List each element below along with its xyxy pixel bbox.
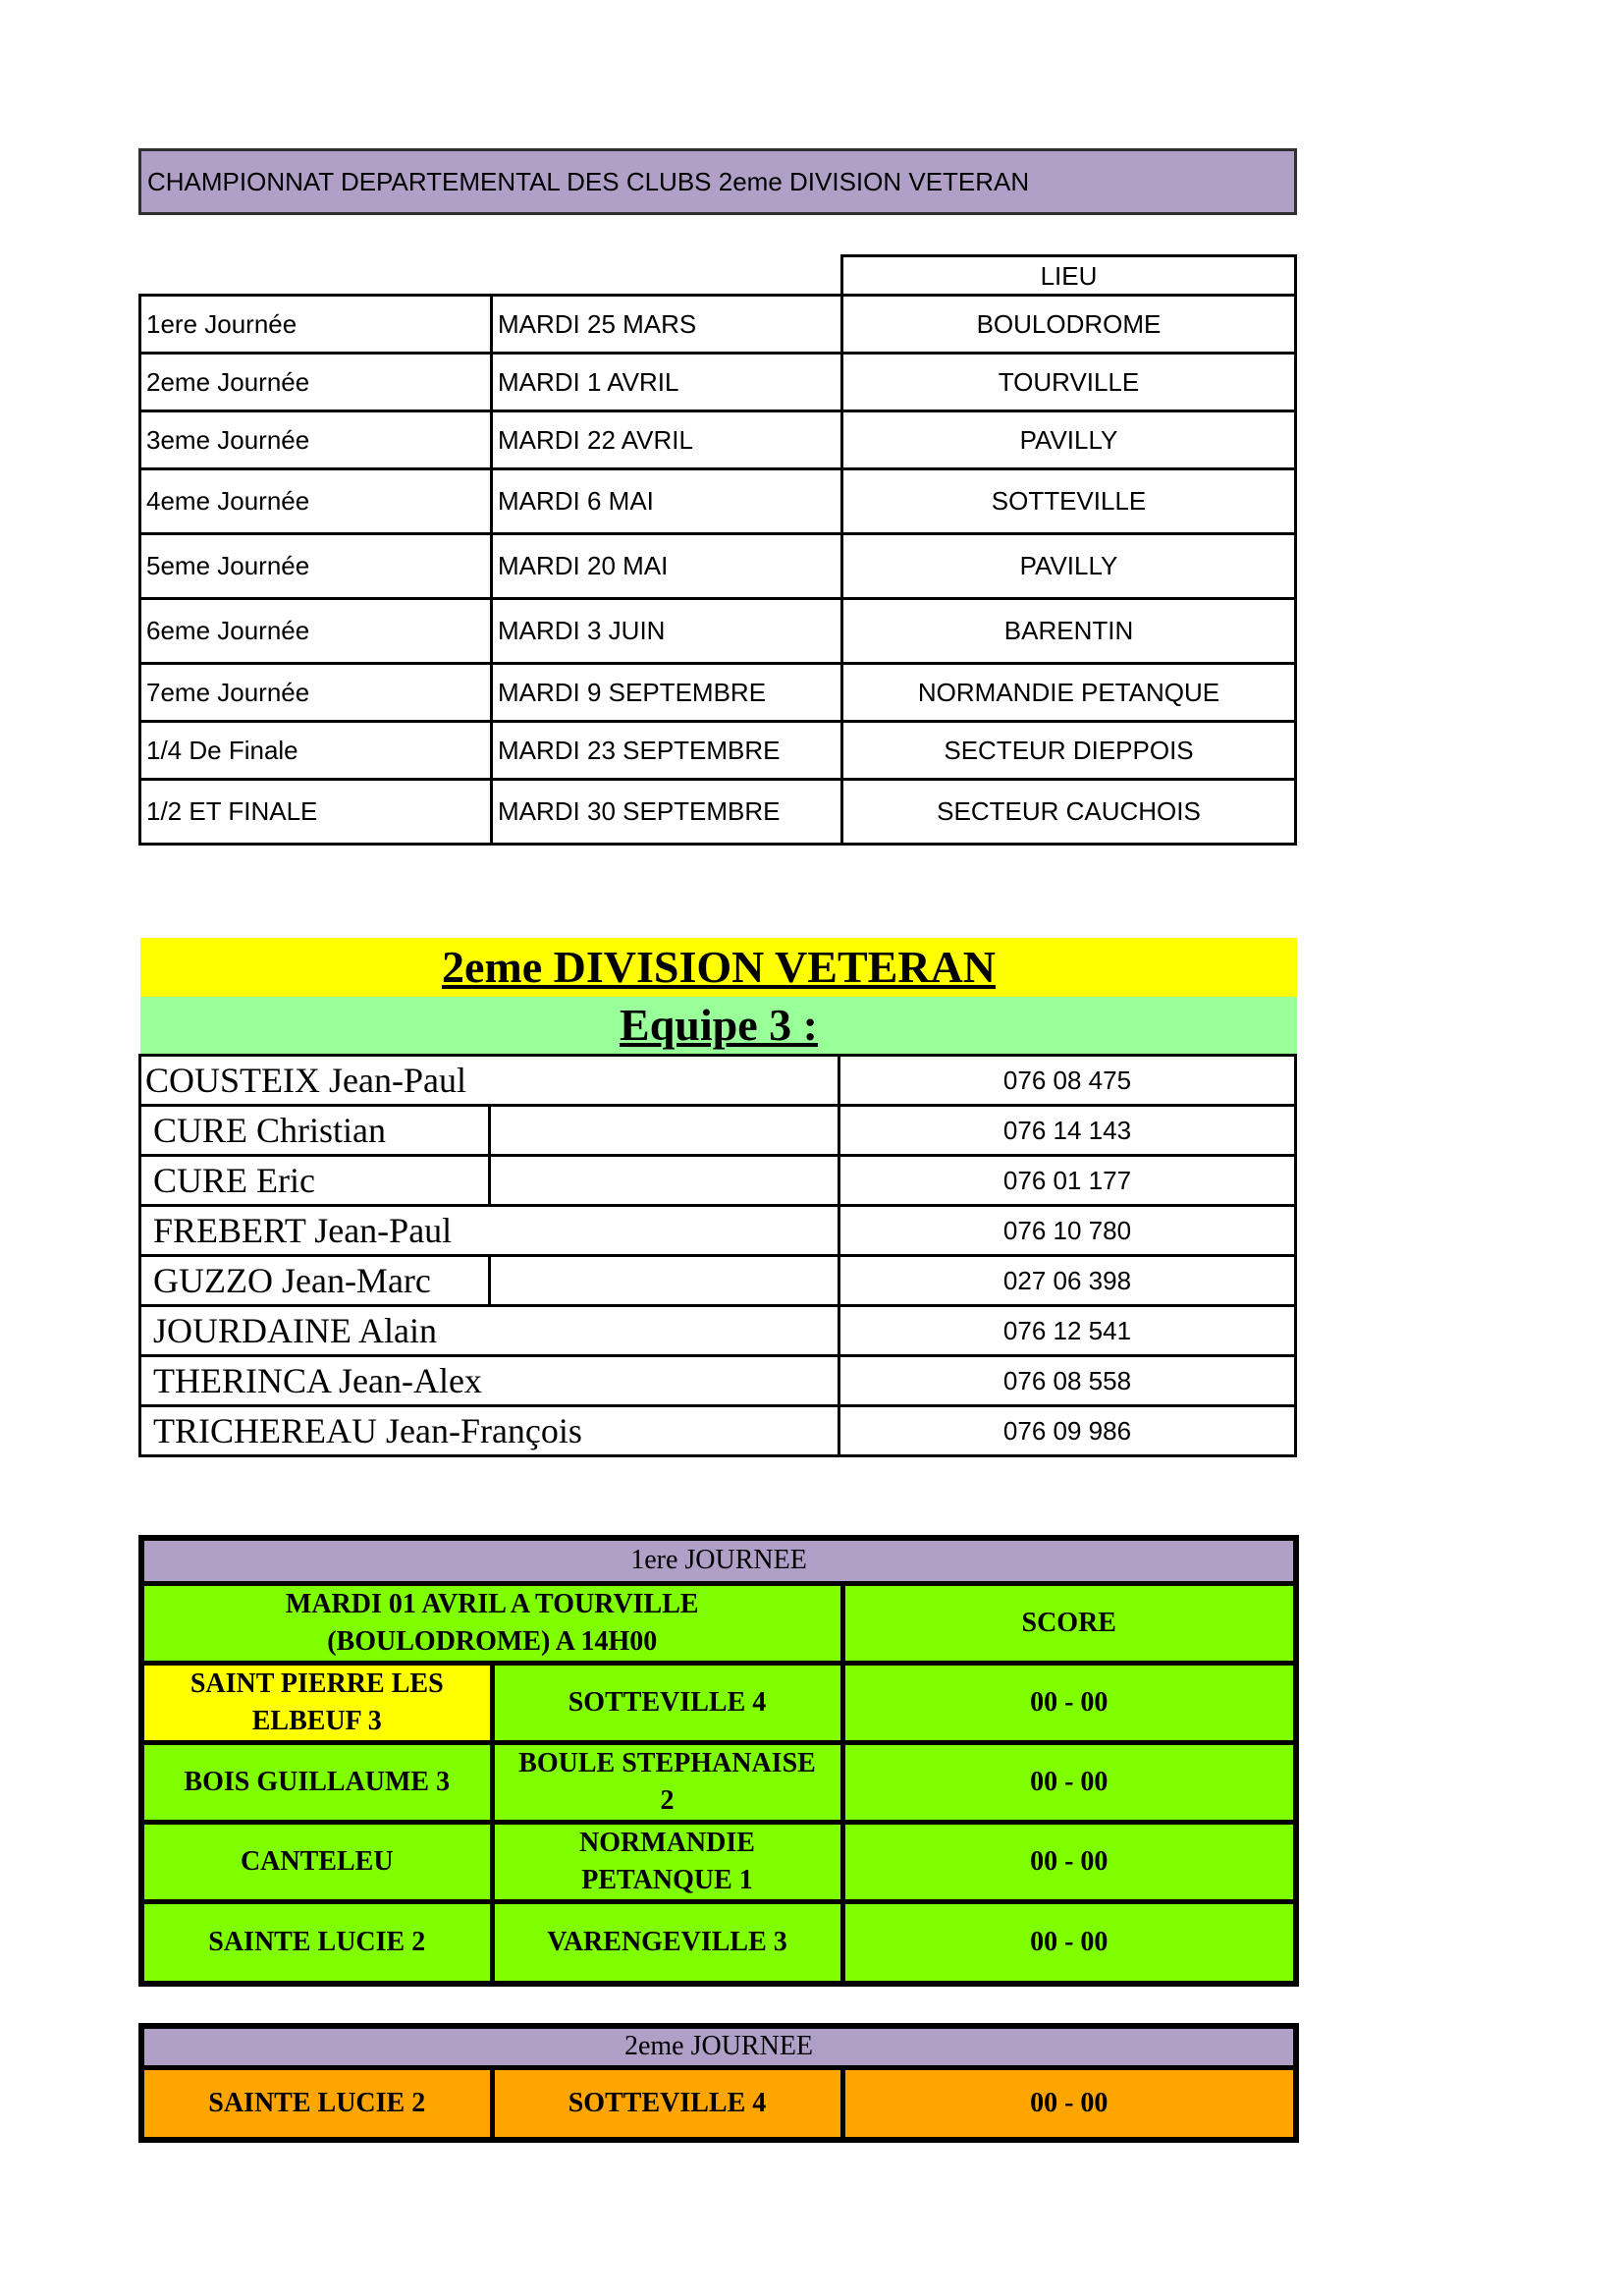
date-cell: MARDI 30 SEPTEMBRE	[492, 780, 842, 845]
player-phone: 076 09 986	[839, 1406, 1296, 1456]
date-cell: MARDI 9 SEPTEMBRE	[492, 664, 842, 722]
player-name: JOURDAINE Alain	[140, 1306, 839, 1356]
journee2-table	[138, 2023, 1299, 2143]
home-team: SAINTE LUCIE 2	[141, 2067, 492, 2140]
match-score: 00 - 00	[842, 1742, 1296, 1822]
lieu-cell: PAVILLY	[842, 411, 1296, 469]
lieu-cell: BARENTIN	[842, 599, 1296, 664]
team-title-text: Equipe 3 :	[620, 1000, 818, 1050]
journee-cell: 1/4 De Finale	[140, 722, 492, 780]
player-name: THERINCA Jean-Alex	[140, 1356, 839, 1406]
table-row	[141, 1742, 1296, 1822]
journee-cell: 1ere Journée	[140, 296, 492, 354]
journee2-title: 2eme JOURNEE	[141, 2026, 1296, 2067]
schedule-table	[138, 294, 1297, 846]
lieu-cell: SOTTEVILLE	[842, 469, 1296, 534]
date-cell: MARDI 6 MAI	[492, 469, 842, 534]
date-cell: MARDI 25 MARS	[492, 296, 842, 354]
home-team-line1: SAINT PIERRE LES	[189, 1667, 444, 1699]
player-name: COUSTEIX Jean-Paul	[140, 1056, 839, 1106]
away-team	[492, 1822, 842, 1901]
date-cell: MARDI 3 JUIN	[492, 599, 842, 664]
journee-cell: 3eme Journée	[140, 411, 492, 469]
table-row	[141, 1663, 1296, 1742]
journee-cell: 6eme Journée	[140, 599, 492, 664]
journee1-info	[141, 1583, 842, 1663]
date-cell: MARDI 22 AVRIL	[492, 411, 842, 469]
away-team-line2: PETANQUE 1	[581, 1864, 753, 1895]
journee-cell: 7eme Journée	[140, 664, 492, 722]
table-row	[140, 1206, 1296, 1256]
away-team-line2: 2	[660, 1784, 675, 1816]
table-row	[141, 2026, 1296, 2067]
player-name: CURE Christian	[140, 1106, 490, 1156]
score-header: SCORE	[842, 1583, 1296, 1663]
division-title	[140, 938, 1297, 997]
table-row	[140, 1256, 1296, 1306]
player-name: CURE Eric	[140, 1156, 490, 1206]
date-cell: MARDI 1 AVRIL	[492, 354, 842, 411]
away-team-line1: BOULE STEPHANAISE	[518, 1747, 816, 1778]
table-row	[140, 1356, 1296, 1406]
away-team-line1: NORMANDIE	[579, 1827, 755, 1858]
table-row	[140, 1156, 1296, 1206]
player-phone: 076 10 780	[839, 1206, 1296, 1256]
away-team	[492, 1742, 842, 1822]
table-row	[140, 1306, 1296, 1356]
lieu-cell: SECTEUR CAUCHOIS	[842, 780, 1296, 845]
roster-table	[138, 1054, 1297, 1457]
table-row	[141, 1538, 1296, 1583]
match-score: 00 - 00	[842, 1822, 1296, 1901]
lieu-cell: NORMANDIE PETANQUE	[842, 664, 1296, 722]
table-row	[140, 1106, 1296, 1156]
player-name: FREBERT Jean-Paul	[140, 1206, 839, 1256]
empty-cell	[490, 1156, 839, 1206]
journee1-title: 1ere JOURNEE	[141, 1538, 1296, 1583]
championship-title	[138, 148, 1297, 215]
lieu-cell: PAVILLY	[842, 534, 1296, 599]
home-team	[141, 1663, 492, 1742]
match-score: 00 - 00	[842, 1901, 1296, 1984]
journee-cell: 1/2 ET FINALE	[140, 780, 492, 845]
away-team: SOTTEVILLE 4	[492, 1663, 842, 1742]
home-team: SAINTE LUCIE 2	[141, 1901, 492, 1984]
table-row	[140, 664, 1296, 722]
lieu-cell: SECTEUR DIEPPOIS	[842, 722, 1296, 780]
journee1-info-line1: MARDI 01 AVRIL A TOURVILLE	[285, 1588, 699, 1619]
player-phone: 076 08 475	[839, 1056, 1296, 1106]
home-team: BOIS GUILLAUME 3	[141, 1742, 492, 1822]
championship-title-text: CHAMPIONNAT DEPARTEMENTAL DES CLUBS 2eme DIVISION VETERAN	[147, 166, 1030, 196]
empty-cell	[490, 1256, 839, 1306]
table-row	[140, 780, 1296, 845]
journee-cell: 5eme Journée	[140, 534, 492, 599]
journee1-table	[138, 1535, 1299, 1987]
player-phone: 076 08 558	[839, 1356, 1296, 1406]
home-team-line2: ELBEUF 3	[251, 1705, 382, 1736]
away-team: VARENGEVILLE 3	[492, 1901, 842, 1984]
table-row	[140, 722, 1296, 780]
match-score: 00 - 00	[842, 2067, 1296, 2140]
journee1-info-line2: (BOULODROME) A 14H00	[327, 1625, 658, 1657]
table-row	[140, 534, 1296, 599]
team-title	[140, 997, 1297, 1054]
player-phone: 076 12 541	[839, 1306, 1296, 1356]
table-row	[140, 469, 1296, 534]
match-score: 00 - 00	[842, 1663, 1296, 1742]
lieu-cell: BOULODROME	[842, 296, 1296, 354]
journee-cell: 4eme Journée	[140, 469, 492, 534]
table-row	[140, 296, 1296, 354]
player-name: TRICHEREAU Jean-François	[140, 1406, 839, 1456]
player-phone: 027 06 398	[839, 1256, 1296, 1306]
away-team: SOTTEVILLE 4	[492, 2067, 842, 2140]
table-row	[140, 1056, 1296, 1106]
empty-cell	[490, 1106, 839, 1156]
table-row	[140, 1406, 1296, 1456]
lieu-cell: TOURVILLE	[842, 354, 1296, 411]
table-row	[141, 2067, 1296, 2140]
date-cell: MARDI 20 MAI	[492, 534, 842, 599]
player-name: GUZZO Jean-Marc	[140, 1256, 490, 1306]
table-row	[140, 411, 1296, 469]
journee-cell: 2eme Journée	[140, 354, 492, 411]
division-title-text: 2eme DIVISION VETERAN	[442, 942, 996, 992]
table-row	[140, 354, 1296, 411]
table-row	[141, 1583, 1296, 1663]
player-phone: 076 01 177	[839, 1156, 1296, 1206]
lieu-header: LIEU	[840, 254, 1297, 296]
table-row	[141, 1901, 1296, 1984]
date-cell: MARDI 23 SEPTEMBRE	[492, 722, 842, 780]
table-row	[140, 599, 1296, 664]
home-team: CANTELEU	[141, 1822, 492, 1901]
table-row	[141, 1822, 1296, 1901]
player-phone: 076 14 143	[839, 1106, 1296, 1156]
